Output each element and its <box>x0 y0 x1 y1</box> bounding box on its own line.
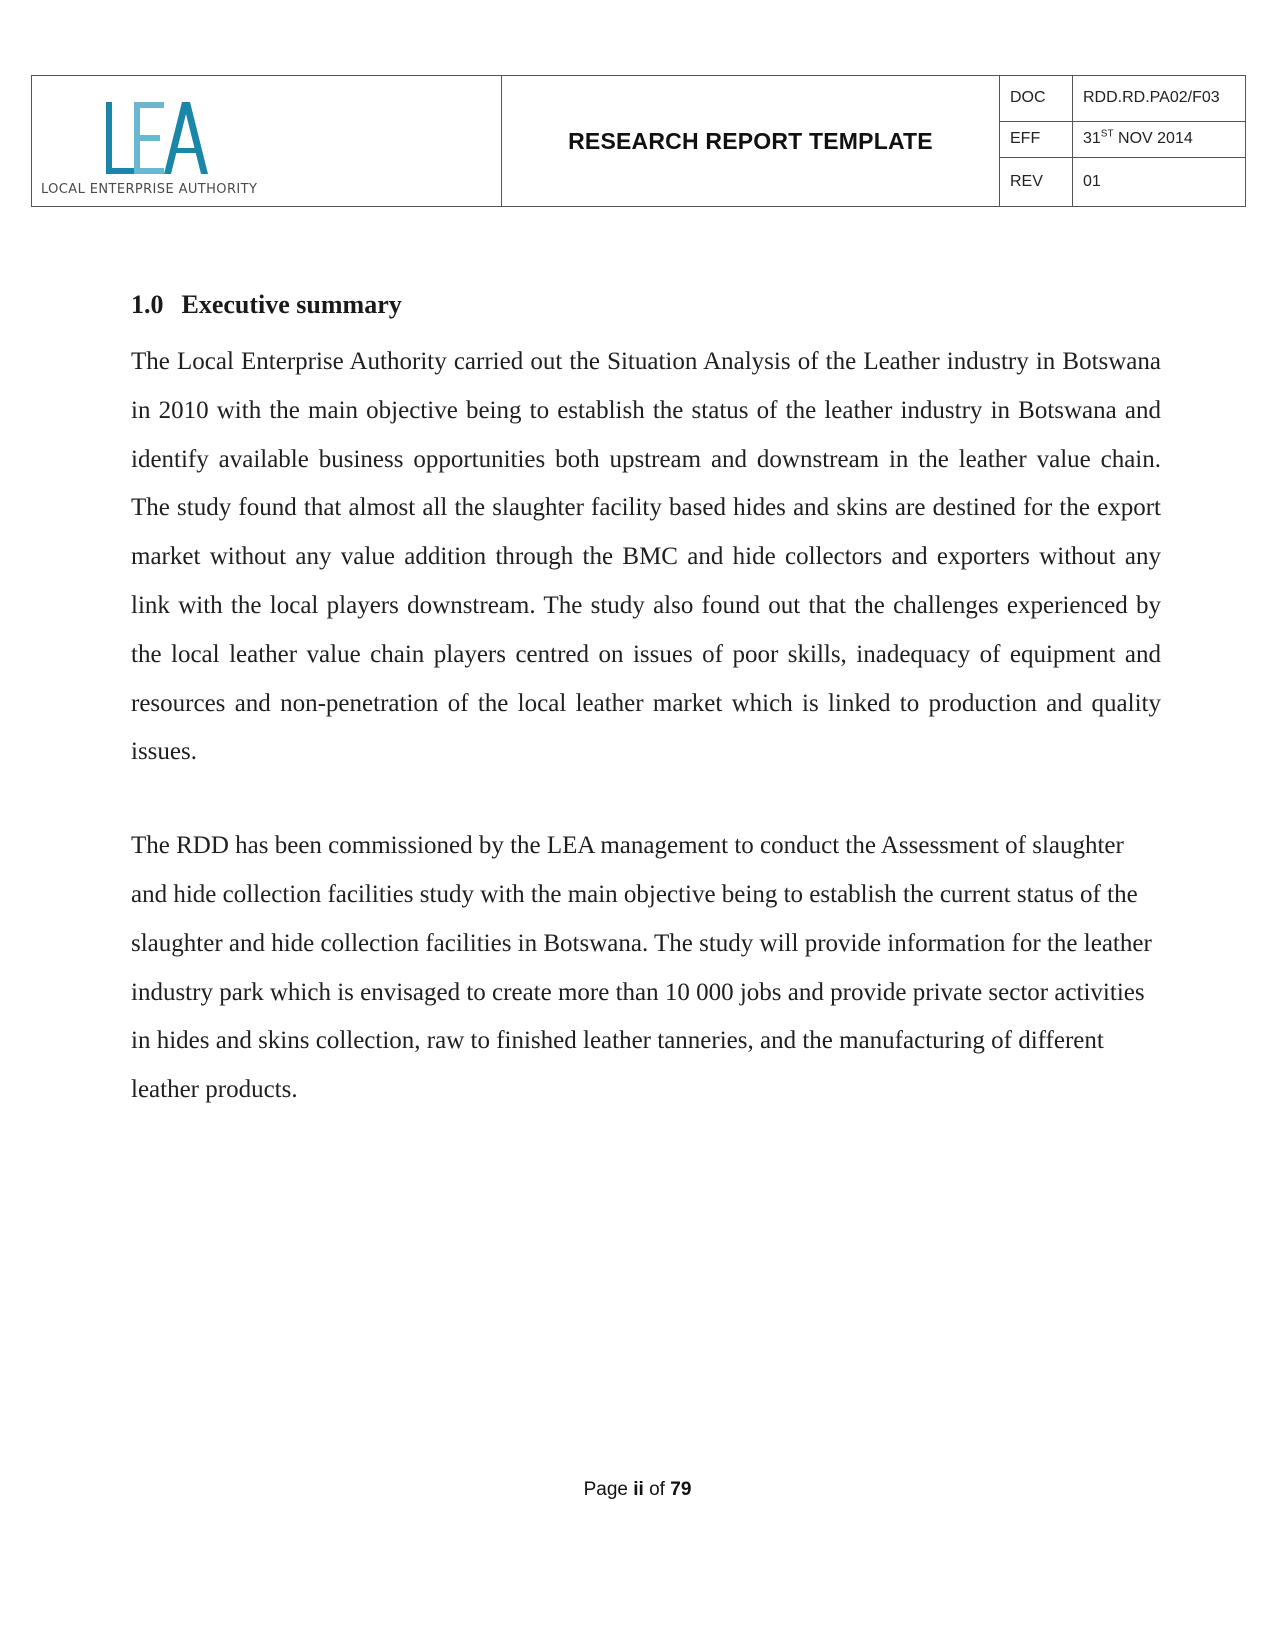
document-control-table <box>1000 76 1245 206</box>
document-body <box>131 290 1161 1115</box>
eff-month-year: NOV 2014 <box>1118 130 1193 147</box>
of-word: of <box>649 1479 665 1500</box>
doc-label: DOC <box>1000 76 1073 121</box>
eff-ordinal: ST <box>1100 128 1114 140</box>
eff-day: 31 <box>1083 130 1101 147</box>
eff-value <box>1073 121 1246 157</box>
section-number: 1.0 <box>131 290 164 319</box>
document-title: RESEARCH REPORT TEMPLATE <box>568 127 933 154</box>
paragraph-1: The Local Enterprise Authority carried out the Situation Analysis of the Leather industry in Botswana in 2010 with the main objective being to establish the status of the leather industry in Botswana and identify available business opportunities both upstream and downstream in the leather value chain. The study found that almost all the slaughter facility based hides and skins are destined for the export market without any value addition through the BMC and hide collectors and exporters without any link with the local players downstream. The study also found out that the challenges experienced by the local leather value chain players centred on issues of poor skills, inadequacy of equipment and resources and non-penetration of the local leather market which is linked to production and quality issues. <box>131 348 1161 766</box>
doc-value: RDD.RD.PA02/F03 <box>1073 76 1246 121</box>
rev-label: REV <box>1000 157 1073 206</box>
rev-row <box>1000 157 1245 206</box>
eff-label: EFF <box>1000 121 1073 157</box>
section-title: Executive summary <box>181 290 402 319</box>
section-heading <box>131 290 1161 320</box>
doc-row <box>1000 76 1245 121</box>
page-word: Page <box>583 1479 628 1500</box>
current-page: ii <box>633 1479 644 1500</box>
page-footer <box>0 1479 1275 1501</box>
total-pages: 79 <box>670 1479 692 1500</box>
title-cell <box>502 76 1000 206</box>
logo-cell <box>32 76 502 206</box>
eff-row <box>1000 121 1245 157</box>
paragraph-2: The RDD has been commissioned by the LEA management to conduct the Assessment of slaughter and hide collection facilities study with the main objective being to establish the current status of the slaughter and hide collection facilities in Botswana. The study will provide information for the leather industry park which is envisaged to create more than 10 000 jobs and provide private sector activities in hides and skins collection, raw to finished leather tanneries, and the manufacturing of different leather products. <box>131 832 1152 1104</box>
logo-caption: LOCAL ENTERPRISE AUTHORITY <box>41 182 258 197</box>
lea-logo <box>104 98 214 178</box>
rev-value: 01 <box>1083 172 1101 190</box>
document-header <box>31 75 1246 207</box>
